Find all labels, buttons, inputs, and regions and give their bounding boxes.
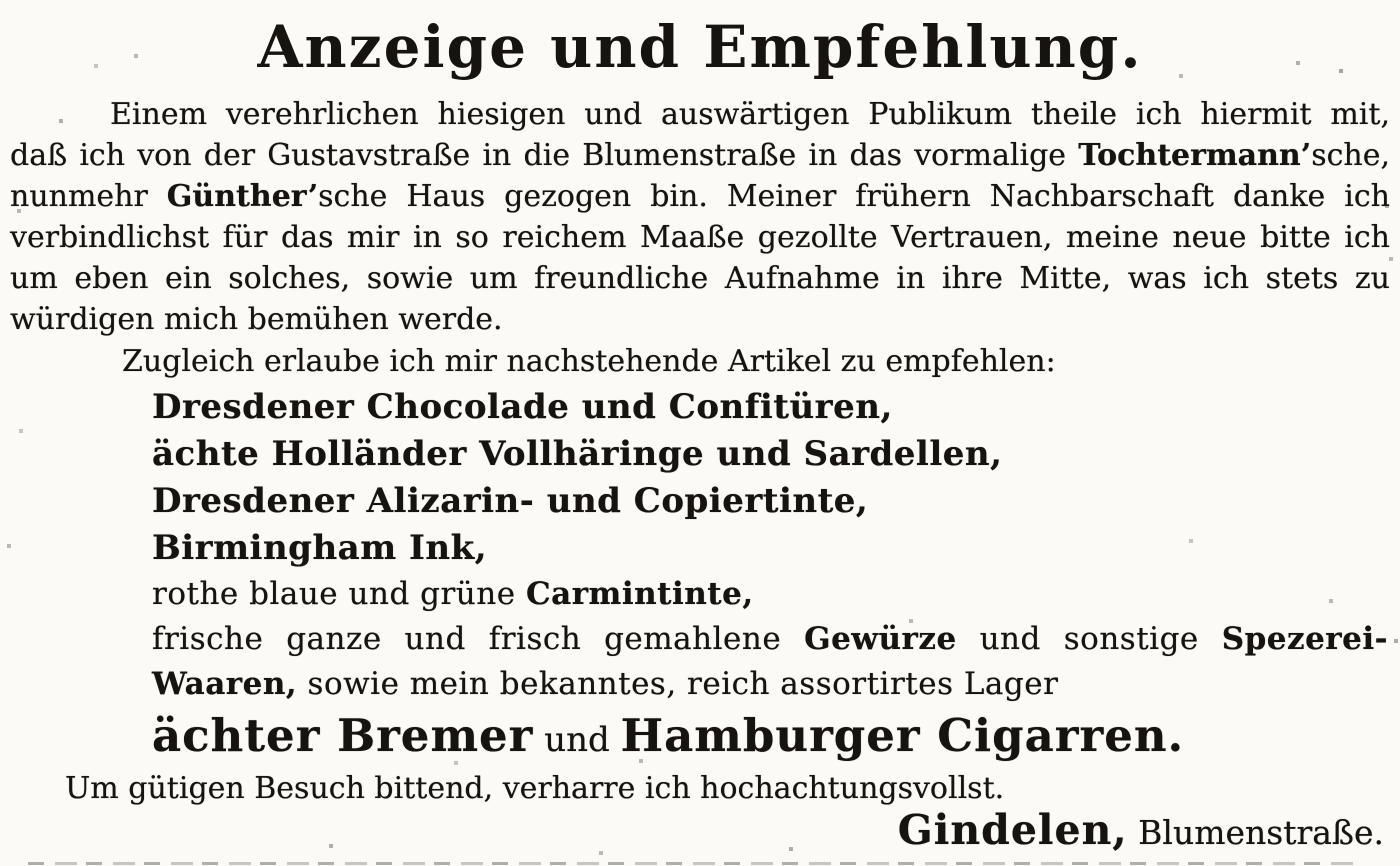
text-segment: würdigen mich bemühen werde. xyxy=(10,302,503,337)
text-segment: Einem verehrlichen hiesigen und auswärtigen Publikum theile ich hiermit mit, xyxy=(110,97,1390,132)
text-segment: um eben ein solches, sowie um freundliche Aufnahme in ihre Mitte, was ich stets zu xyxy=(10,261,1390,296)
text-segment: und xyxy=(533,720,621,760)
product-item-carmintinte xyxy=(152,572,1390,617)
emphasized-text: Gewürze xyxy=(804,621,957,657)
intro-line-2 xyxy=(10,135,1390,176)
intro-line-5 xyxy=(10,258,1390,299)
scan-noise-speckles xyxy=(0,0,2,2)
text-segment: frische ganze und frisch gemahlene xyxy=(152,621,805,657)
emphasized-text: Dresdener Chocolade und Confitüren, xyxy=(152,387,893,427)
lead-in-line xyxy=(10,340,1390,384)
intro-line-6 xyxy=(10,299,1390,340)
signature-line xyxy=(10,806,1384,854)
product-item-tinte xyxy=(152,478,1390,525)
text-segment: sche, xyxy=(1311,138,1390,173)
emphasized-text: Tochtermann’ xyxy=(1078,138,1312,173)
intro-line-3 xyxy=(10,176,1390,217)
product-item-cigarren xyxy=(152,707,1390,769)
product-item-waaren xyxy=(152,662,1390,707)
emphasized-text: Günther’ xyxy=(166,179,319,214)
emphasized-text: Spezerei- xyxy=(1221,621,1388,657)
product-item-gewuerze xyxy=(152,617,1388,662)
text-segment: nunmehr xyxy=(10,179,167,214)
emphasized-text: ächte Holländer Vollhäringe und Sardellen, xyxy=(152,434,1003,474)
text-segment: sche Haus gezogen bin. Meiner frühern Nachbarschaft danke ich xyxy=(318,179,1390,214)
product-item-ink xyxy=(152,525,1390,572)
text-segment: sowie mein bekanntes, reich assortirtes Lager xyxy=(297,666,1059,702)
ad-title: Anzeige und Empfehlung. xyxy=(257,13,1143,81)
emphasized-text: Dresdener Alizarin- und Copiertinte, xyxy=(152,481,869,521)
emphasized-text: ächter Bremer xyxy=(152,709,534,762)
text-segment: Um gütigen Besuch bittend, verharre ich hochachtungsvollst. xyxy=(65,771,1005,806)
closing-line xyxy=(65,769,1390,809)
product-item-haeringe xyxy=(152,431,1390,478)
emphasized-text: Waaren, xyxy=(152,666,298,702)
text-segment: und sonstige xyxy=(956,621,1222,657)
text-segment: rothe blaue und grüne xyxy=(152,576,526,612)
text-segment: daß ich von der Gustavstraße in die Blumenstraße in das vormalige xyxy=(10,138,1079,173)
product-item-chocolade xyxy=(152,384,1390,431)
intro-line-4 xyxy=(10,217,1390,258)
text-segment: verbindlichst für das mir in so reichem Maaße gezollte Vertrauen, meine neue bitte ich xyxy=(10,220,1390,255)
emphasized-text: Birmingham Ink, xyxy=(152,528,488,568)
text-segment: Zugleich erlaube ich mir nachstehende Artikel zu empfehlen: xyxy=(122,344,1056,379)
scan-edge-artifact xyxy=(28,862,1355,865)
emphasized-text: Carmintinte, xyxy=(525,576,754,612)
ad-body xyxy=(10,94,1390,854)
emphasized-text: Gindelen, xyxy=(897,806,1128,854)
text-segment: Blumenstraße. xyxy=(1127,813,1384,852)
intro-line-1 xyxy=(10,94,1390,135)
emphasized-text: Hamburger Cigarren. xyxy=(620,709,1185,762)
